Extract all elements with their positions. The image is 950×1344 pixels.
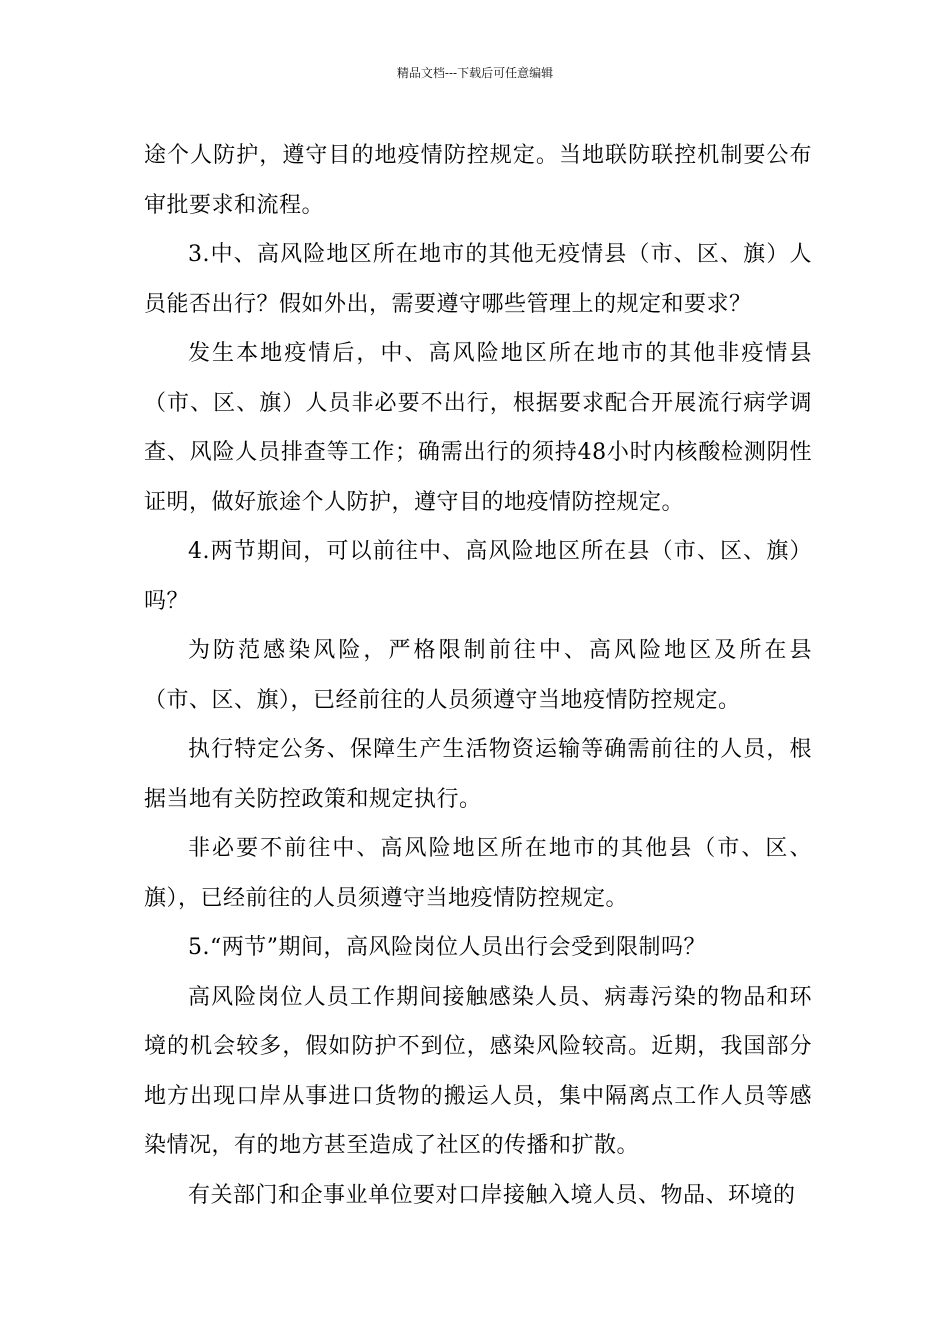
answer-5-part-1: 高风险岗位人员工作期间接触感染人员、病毒污染的物品和环境的机会较多，假如防护不到位，感染风险较高。近期，我国部分地方出现口岸从事进口货物的搬运人员，集中隔离点工作人员等感染情况，有的地方甚至造成了社区的传播和扩散。 <box>144 984 812 1158</box>
answer-4-part-3: 非必要不前往中、高风险地区所在地市的其他县（市、区、旗），已经前往的人员须遵守当地疫情防控规定。 <box>144 836 812 911</box>
answer-4-part-1: 为防范感染风险，严格限制前往中、高风险地区及所在县（市、区、旗），已经前往的人员须遵守当地疫情防控规定。 <box>144 638 812 713</box>
question-5: 5.“两节”期间，高风险岗位人员出行会受到限制吗？ <box>188 935 706 960</box>
document-body <box>144 131 812 1220</box>
question-4: 4.两节期间，可以前往中、高风险地区所在县（市、区、旗）吗？ <box>144 539 812 614</box>
page-header: 精品文档---下载后可任意编辑 <box>396 66 554 80</box>
answer-4-part-2: 执行特定公务、保障生产生活物资运输等确需前往的人员，根据当地有关防控政策和规定执行。 <box>144 737 812 812</box>
answer-5-part-2: 有关部门和企事业单位要对口岸接触入境人员、物品、环境的 <box>188 1182 796 1208</box>
question-3: 3.中、高风险地区所在地市的其他无疫情县（市、区、旗）人员能否出行？假如外出，需要遵守哪些管理上的规定和要求？ <box>144 242 812 317</box>
paragraph-continuation: 途个人防护，遵守目的地疫情防控规定。当地联防联控机制要公布审批要求和流程。 <box>144 143 812 218</box>
answer-3: 发生本地疫情后，中、高风险地区所在地市的其他非疫情县（市、区、旗）人员非必要不出行，根据要求配合开展流行病学调查、风险人员排查等工作；确需出行的须持48小时内核酸检测阴性证明，做好旅途个人防护，遵守目的地疫情防控规定。 <box>144 341 812 515</box>
